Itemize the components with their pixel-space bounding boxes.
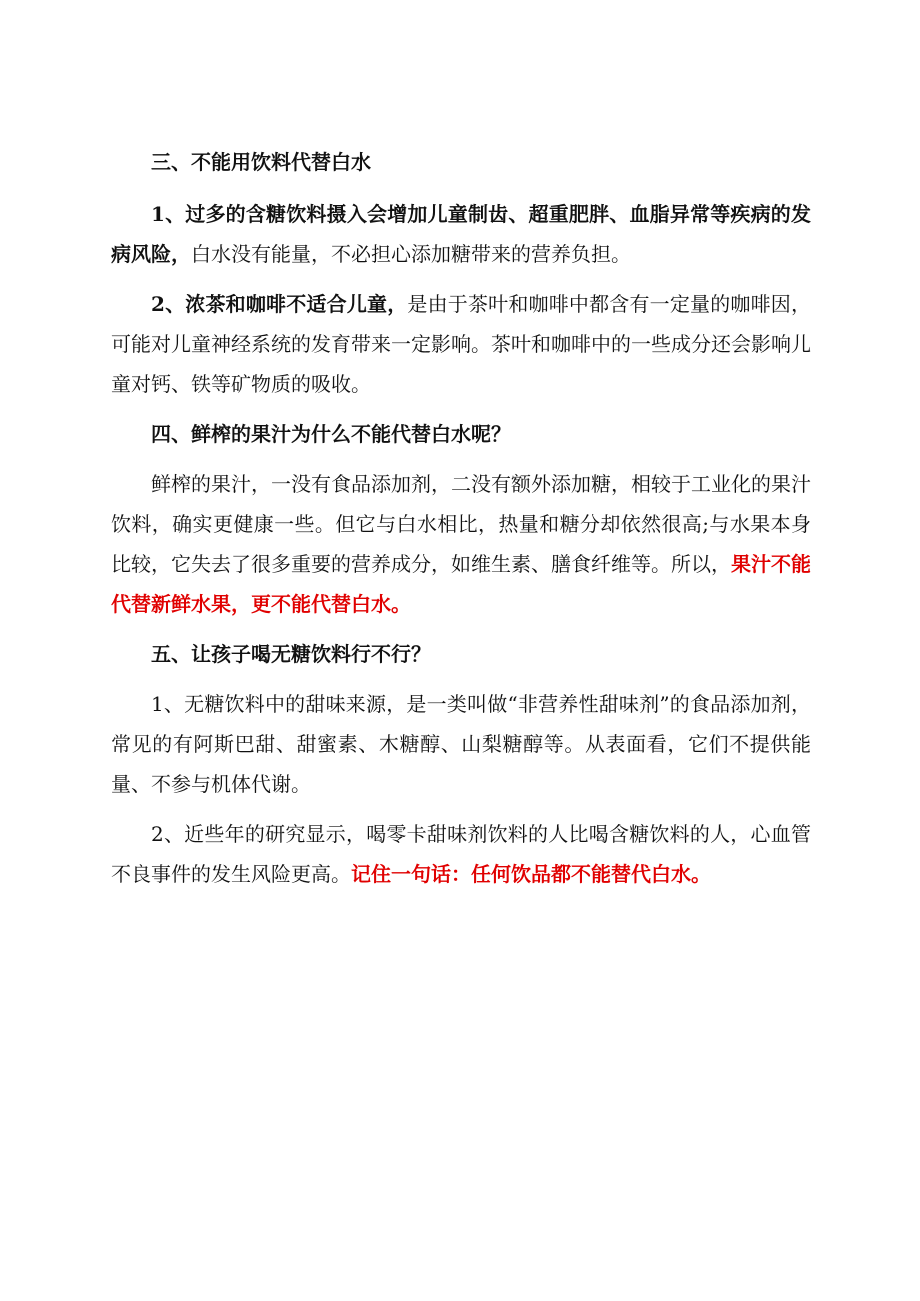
section-5-paragraph-1 — [111, 684, 811, 804]
section-5-paragraph-1-text: 1、无糖饮料中的甜味来源，是一类叫做“非营养性甜味剂”的食品添加剂，常见的有阿斯巴甜、甜蜜素、木糖醇、山梨糖醇等。从表面看，它们不提供能量、不参与机体代谢。 — [111, 692, 811, 796]
section-4-paragraph-1-text: 鲜榨的果汁，一没有食品添加剂，二没有额外添加糖，相较于工业化的果汁饮料，确实更健康一些。但它与白水相比，热量和糖分却依然很高;与水果本身比较，它失去了很多重要的营养成分，如维生素、膳食纤维等。所以， — [111, 472, 811, 576]
section-4-heading: 四、鲜榨的果汁为什么不能代替白水呢？ — [151, 422, 511, 446]
section-5-paragraph-2-emphasis: 记住一句话：任何饮品都不能替代白水。 — [351, 862, 711, 886]
document-page — [111, 142, 811, 904]
section-3-paragraph-1 — [111, 194, 811, 274]
section-3-heading: 三、不能用饮料代替白水 — [151, 150, 371, 174]
section-3-paragraph-2-rest: 是由于茶叶和咖啡中都含有一定量的咖啡因，可能对儿童神经系统的发育带来一定影响。茶叶和咖啡中的一些成分还会影响儿童对钙、铁等矿物质的吸收。 — [111, 292, 811, 396]
section-5-heading: 五、让孩子喝无糖饮料行不行？ — [151, 642, 431, 666]
section-3-paragraph-2 — [111, 284, 811, 404]
section-5-paragraph-2 — [111, 814, 811, 894]
section-3-paragraph-1-bold: 1、过多的含糖饮料摄入会增加儿童制齿、超重肥胖、血脂异常等疾病的发病风险， — [111, 202, 811, 266]
section-3-paragraph-2-bold: 2、浓茶和咖啡不适合儿童， — [151, 292, 408, 316]
section-5-paragraph-2-text: 2、近些年的研究显示，喝零卡甜味剂饮料的人比喝含糖饮料的人，心血管不良事件的发生风险更高。 — [111, 822, 811, 886]
section-4-paragraph-1-emphasis: 果汁不能代替新鲜水果，更不能代替白水。 — [111, 552, 811, 616]
section-4-paragraph-1 — [111, 464, 811, 624]
section-3-paragraph-1-rest: 白水没有能量，不必担心添加糖带来的营养负担。 — [191, 242, 631, 266]
